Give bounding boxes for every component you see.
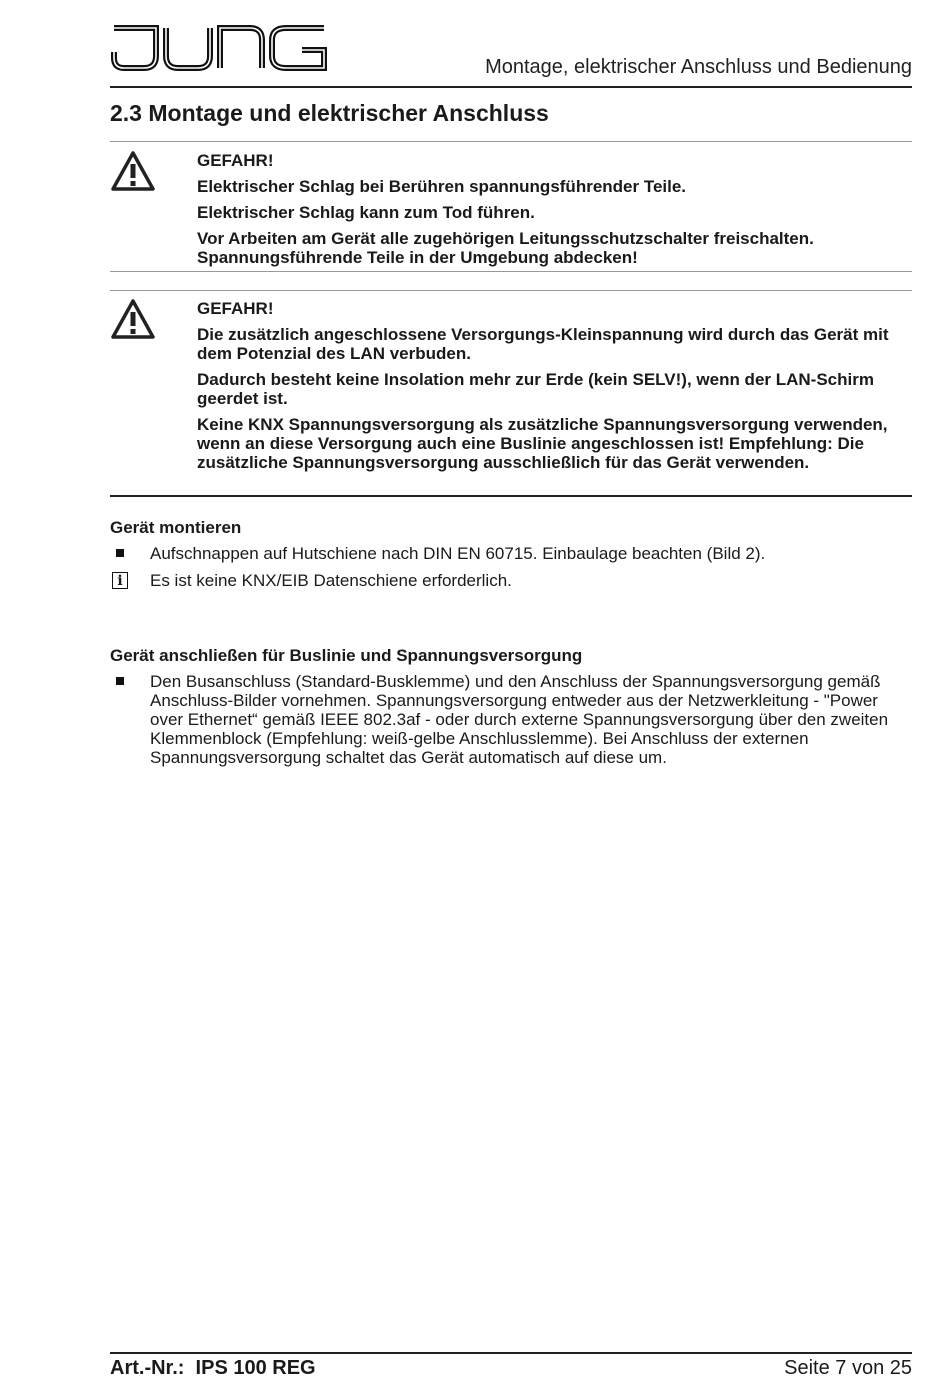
connect-title: Gerät anschließen für Buslinie und Spannungsversorgung bbox=[110, 646, 583, 665]
bullet-icon bbox=[116, 549, 124, 557]
divider bbox=[110, 141, 912, 142]
warning-2-text bbox=[197, 299, 897, 479]
warning-label: GEFAHR! bbox=[197, 299, 274, 318]
section-heading: 2.3 Montage und elektrischer Anschluss bbox=[110, 100, 549, 126]
divider bbox=[110, 495, 912, 497]
footer-page: Seite 7 von 25 bbox=[784, 1357, 912, 1379]
info-icon: i bbox=[112, 572, 128, 589]
warning-1-text bbox=[197, 151, 897, 274]
divider bbox=[110, 271, 912, 272]
warning-triangle-icon bbox=[110, 298, 156, 340]
warning-paragraph: Elektrischer Schlag kann zum Tod führen. bbox=[197, 203, 535, 222]
warning-paragraph: Elektrischer Schlag bei Berühren spannungsführender Teile. bbox=[197, 177, 687, 196]
bullet-icon bbox=[116, 677, 124, 685]
mount-info-text: Es ist keine KNX/EIB Datenschiene erforderlich. bbox=[150, 571, 512, 590]
mount-bullet-text: Aufschnappen auf Hutschiene nach DIN EN 60715. Einbaulage beachten (Bild 2). bbox=[150, 544, 766, 563]
warning-paragraph: Dadurch besteht keine Insolation mehr zur Erde (kein SELV!), wenn der LAN-Schirm geerdet ist. bbox=[197, 370, 874, 408]
warning-triangle-icon bbox=[110, 150, 156, 192]
warning-paragraph: Die zusätzlich angeschlossene Versorgungs-Kleinspannung wird durch das Gerät mit dem Potenzial des LAN verbuden. bbox=[197, 325, 889, 363]
warning-paragraph: Vor Arbeiten am Gerät alle zugehörigen Leitungsschutzschalter freischalten. Spannungsführende Teile in der Umgebung abdecken! bbox=[197, 229, 814, 267]
header-section-title: Montage, elektrischer Anschluss und Bedienung bbox=[485, 56, 912, 78]
footer-rule bbox=[110, 1352, 912, 1354]
connect-bullet-text: Den Busanschluss (Standard-Busklemme) und den Anschluss der Spannungsversorgung gemäß Anschluss-Bilder vornehmen. Spannungsversorgung entweder aus der Netzwerkleitung - "Power over Ethernet“ gemäß IEEE 802.3af - oder durch externe Spannungsversorgung über den zweiten Klemmenblock (Empfehlung: weiß-gelbe Anschlusslemme). Bei Anschluss der externen Spannungsversorgung schaltet das Gerät automatisch auf diese um. bbox=[150, 672, 889, 767]
warning-label: GEFAHR! bbox=[197, 151, 274, 170]
header-rule bbox=[110, 86, 912, 88]
divider bbox=[110, 290, 912, 291]
warning-paragraph: Keine KNX Spannungsversorgung als zusätzliche Spannungsversorgung verwenden, wenn an diese Versorgung auch eine Buslinie angeschlossen ist! Empfehlung: Die zusätzliche Spannungsversorgung ausschließlich für das Gerät verwenden. bbox=[197, 415, 888, 472]
jung-logo bbox=[110, 20, 330, 76]
mount-title: Gerät montieren bbox=[110, 518, 242, 537]
footer-article: Art.-Nr.: IPS 100 REG bbox=[110, 1357, 316, 1379]
